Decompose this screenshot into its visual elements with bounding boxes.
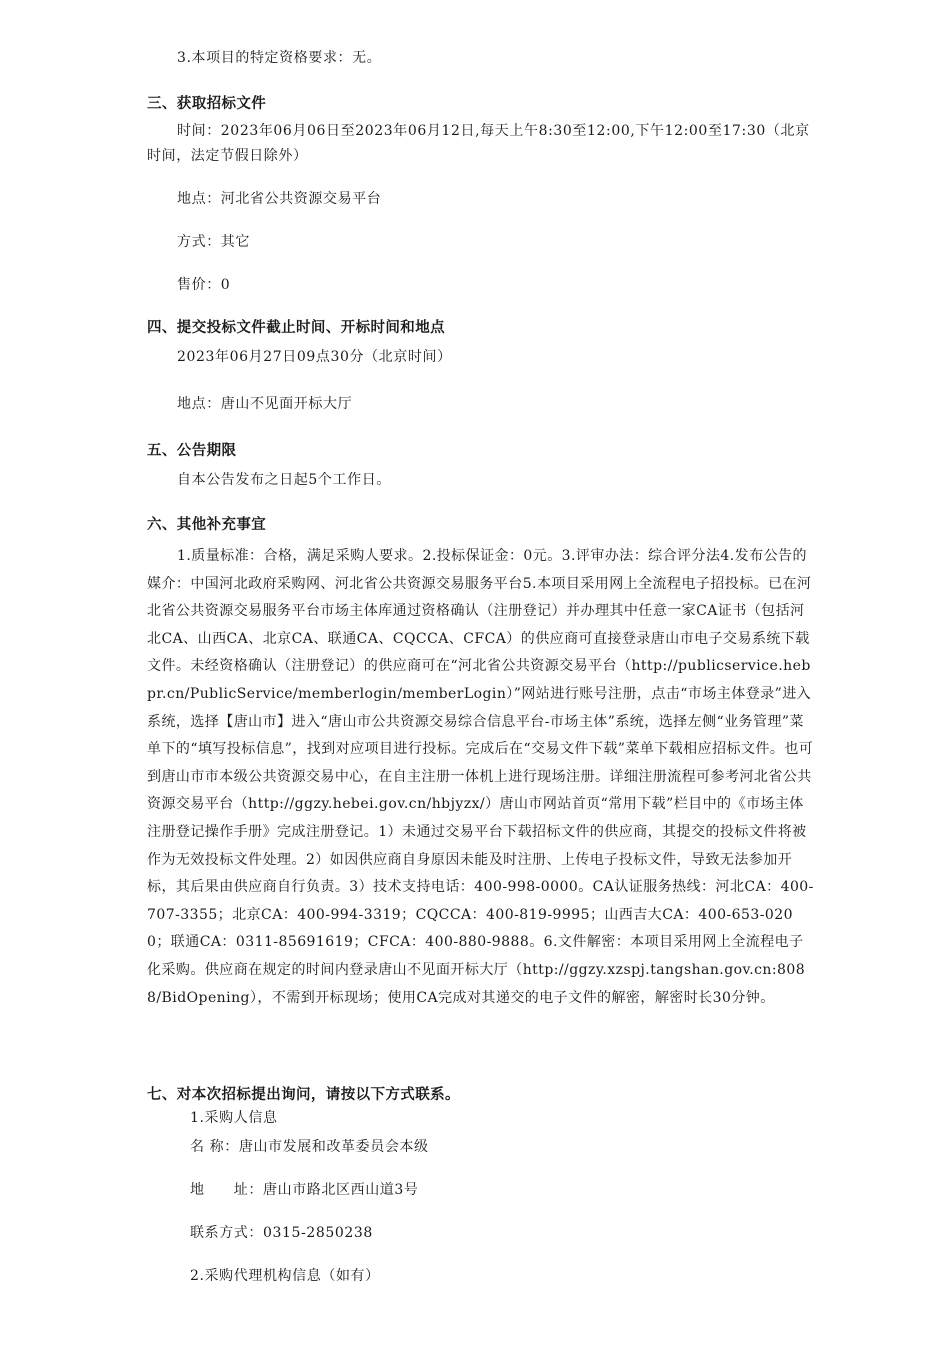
section-3-location: 地点：河北省公共资源交易平台: [177, 191, 382, 207]
section-5-heading: 五、公告期限: [147, 443, 237, 459]
agency-info-title: 2.采购代理机构信息（如有）: [190, 1268, 380, 1284]
section-3-method: 方式：其它: [177, 234, 250, 250]
section-3-time: 时间：2023年06月06日至2023年06月12日,每天上午8:30至12:00,下午12:00至17:30（北京: [177, 123, 810, 139]
section-4-heading: 四、提交投标文件截止时间、开标时间和地点: [147, 320, 445, 336]
section-6-paragraph: 1.质量标准：合格，满足采购人要求。2.投标保证金：0元。3.评审办法：综合评分法4.发布公告的媒介：中国河北政府采购网、河北省公共资源交易服务平台5.本项目采用网上全流程电子招投标。已在河北省公共资源交易服务平台市场主体库通过资格确认（注册登记）并办理其中任意一家CA证书（包括河北CA、山西CA、北京CA、联通CA、CQCCA、CFCA）的供应商可直接登录唐山市电子交易系统下载文件。未经资格确认（注册登记）的供应商可在“河北省公共资源交易平台（http://publicservice.hebpr.cn/PublicService/memberlogin/memberLogin）”网站进行账号注册，点击“市场主体登录”进入系统，选择【唐山市】进入“唐山市公共资源交易综合信息平台-市场主体”系统，选择左侧“业务管理”菜单下的“填写投标信息”，找到对应项目进行投标。完成后在“交易文件下载”菜单下载相应招标文件。也可到唐山市市本级公共资源交易中心，在自主注册一体机上进行现场注册。详细注册流程可参考河北省公共资源交易平台（http://ggzy.hebei.gov.cn/hbjyzx/）唐山市网站首页“常用下载”栏目中的《市场主体注册登记操作手册》完成注册登记。1）未通过交易平台下载招标文件的供应商，其提交的投标文件将被作为无效投标文件处理。2）如因供应商自身原因未能及时注册、上传电子投标文件，导致无法参加开标，其后果由供应商自行负责。3）技术支持电话：400-998-0000。CA认证服务热线：河北CA：400-707-3355；北京CA：400-994-3319；CQCCA：400-819-9995；山西吉大CA：400-653-0200；联通CA：0311-85691619；CFCA：400-880-9888。6.文件解密：本项目采用网上全流程电子化采购。供应商在规定的时间内登录唐山不见面开标大厅（http://ggzy.xzspj.tangshan.gov.cn:8088/BidOpening），不需到开标现场；使用CA完成对其递交的电子文件的解密，解密时长30分钟。: [147, 548, 814, 1006]
purchaser-name: 名 称：唐山市发展和改革委员会本级: [190, 1139, 429, 1155]
section-5-text: 自本公告发布之日起5个工作日。: [177, 472, 391, 488]
purchaser-contact: 联系方式：0315-2850238: [190, 1225, 373, 1241]
section-3-price: 售价：0: [177, 277, 231, 293]
section-3-time-continued: 时间，法定节假日除外）: [147, 148, 308, 164]
section-6-heading: 六、其他补充事宜: [147, 517, 267, 533]
section-4-deadline: 2023年06月27日09点30分（北京时间）: [177, 349, 452, 365]
section-7-heading: 七、对本次招标提出询问，请按以下方式联系。: [147, 1087, 460, 1103]
section-4-location: 地点：唐山不见面开标大厅: [177, 396, 353, 412]
purchaser-address: 地 址：唐山市路北区西山道3号: [190, 1182, 419, 1198]
qualification-text: 3.本项目的特定资格要求：无。: [177, 50, 382, 66]
section-3-heading: 三、获取招标文件: [147, 96, 267, 112]
purchaser-info-title: 1.采购人信息: [190, 1110, 278, 1126]
